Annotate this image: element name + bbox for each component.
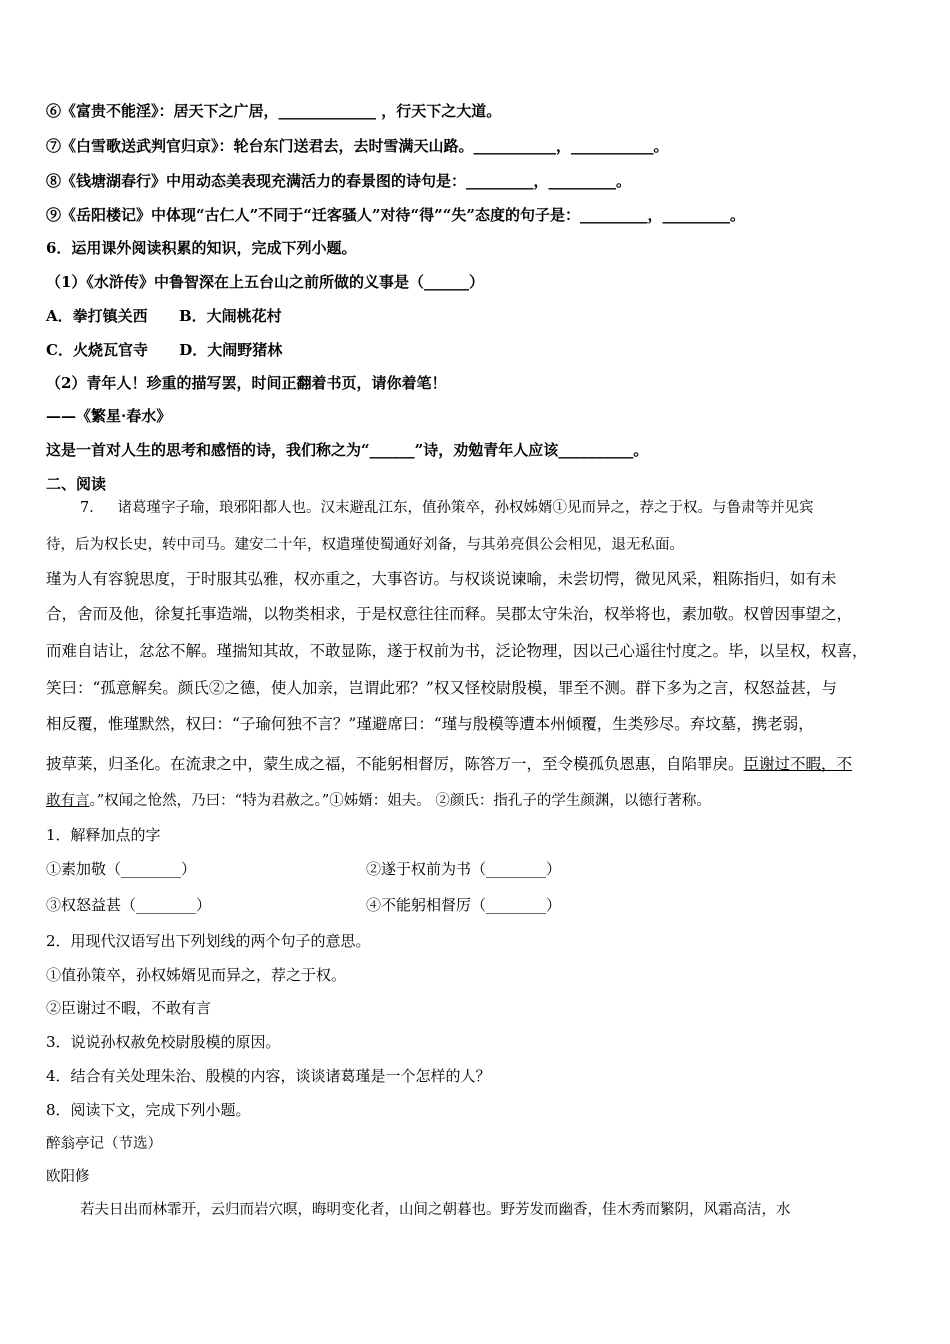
passage-line	[46, 753, 910, 775]
blank-item: ②遂于权前为书（________）	[366, 860, 562, 878]
blank-item: ④不能躬相督厉（________）	[366, 896, 562, 914]
passage-line: 合，舍而及他，徐复托事造端，以物类相求，于是权意往往而释。吴郡太守朱治，权举将也，素加敬。权曾因事望之，	[46, 605, 853, 623]
passage-line: 7． 诸葛瑾字子瑜，琅邪阳都人也。汉末避乱江东，值孙策卒，孙权姊婿①见而异之，荐之于权。与鲁肃等并见宾	[80, 500, 814, 516]
recite-item-6: ⑥《富贵不能淫》：居天下之广居，_____________ ，行天下之大道。	[46, 102, 502, 120]
question-6-1: （1）《水浒传》中鲁智深在上五台山之前所做的义事是（______）	[46, 273, 484, 291]
passage-line: 笑曰：“孤意解矣。颜氏②之德，使人加亲，岂谓此邪？”权又怪校尉殷模，罪至不测。群下多为之言，权怒益甚，与	[46, 679, 837, 697]
subquestion-2: 2．用现代汉语写出下列划线的两个句子的意思。	[46, 932, 371, 950]
passage-line: 若夫日出而林霏开，云归而岩穴暝，晦明变化者，山间之朝暮也。野芳发而幽香，佳木秀而繁阴，风霜高洁，水	[80, 1202, 791, 1218]
question-6-2: （2）青年人！珍重的描写罢，时间正翻着书页，请你着笔！	[46, 374, 447, 392]
passage-line: 相反覆，惟瑾默然，权曰：“子瑜何独不言？”瑾避席曰：“瑾与殷模等遭本州倾覆，生类殄尽。弃坟墓，携老弱，	[46, 715, 814, 733]
passage-text: 披草莱，归圣化。在流隶之中，蒙生成之福，不能躬相督厉，陈答万一，至令模孤负恩惠，自陷罪戾。	[46, 755, 744, 773]
question-8-heading: 8．阅读下文，完成下列小题。	[46, 1101, 251, 1119]
recite-item-8: ⑧《钱塘湖春行》中用动态美表现充满活力的春景图的诗句是：_________，_________。	[46, 172, 632, 190]
passage-line: 瑾为人有容貌思度，于时服其弘雅，权亦重之，大事咨访。与权谈说谏喻，未尝切愕，微见风采，粗陈指归，如有未	[46, 570, 837, 588]
passage-line	[46, 790, 910, 812]
poem-source: ——《繁星·春水》	[46, 407, 172, 425]
blank-item: ①素加敬（________）	[46, 860, 197, 878]
subquestion-4: 4．结合有关处理朱治、殷模的内容，谈谈诸葛瑾是一个怎样的人？	[46, 1067, 491, 1085]
options-ab: A．拳打镇关西 B．大闹桃花村	[46, 307, 282, 325]
question-6-heading: 6．运用课外阅读积累的知识，完成下列小题。	[46, 239, 357, 257]
passage-line: 而难自诘让，忿忿不解。瑾揣知其故，不敢显陈，遂于权前为书，泛论物理，因以己心遥往忖度之。毕，以呈权，权喜，	[46, 642, 868, 660]
section-reading-heading: 二、阅读	[46, 475, 107, 493]
subquestion-3: 3．说说孙权赦免校尉殷模的原因。	[46, 1033, 281, 1051]
recite-item-9: ⑨《岳阳楼记》中体现“古仁人”不同于“迁客骚人”对待“得”“失”态度的句子是：_________，_________。	[46, 206, 746, 224]
passage-line: 待，后为权长史，转中司马。建安二十年，权遣瑾使蜀通好刘备，与其弟亮俱公会相见，退无私面。	[46, 537, 684, 553]
passage-text: 。”权闻之怆然，乃曰：“特为君赦之。”①姊婿：姐夫。 ②颜氏：指孔子的学生颜渊，以德行著称。	[89, 793, 711, 809]
subquestion-2-item: ②臣谢过不暇，不敢有言	[46, 999, 212, 1017]
subquestion-1: 1．解释加点的字	[46, 826, 161, 844]
recite-item-7: ⑦《白雪歌送武判官归京》：轮台东门送君去，去时雪满天山路。___________，___________。	[46, 137, 669, 155]
blank-item: ③权怒益甚（________）	[46, 896, 212, 914]
options-cd: C．火烧瓦官寺 D．大闹野猪林	[46, 341, 283, 359]
subquestion-2-item: ①值孙策卒，孙权姊婿见而异之，荐之于权。	[46, 966, 347, 984]
underlined-sentence: 敢有言	[46, 793, 90, 809]
text-author: 欧阳修	[46, 1169, 90, 1185]
underlined-sentence: 臣谢过不暇，不	[743, 755, 853, 773]
text-title: 醉翁亭记（节选）	[46, 1136, 162, 1152]
question-6-2-prompt: 这是一首对人生的思考和感悟的诗，我们称之为“______”诗，劝勉青年人应该__________。	[46, 441, 649, 459]
